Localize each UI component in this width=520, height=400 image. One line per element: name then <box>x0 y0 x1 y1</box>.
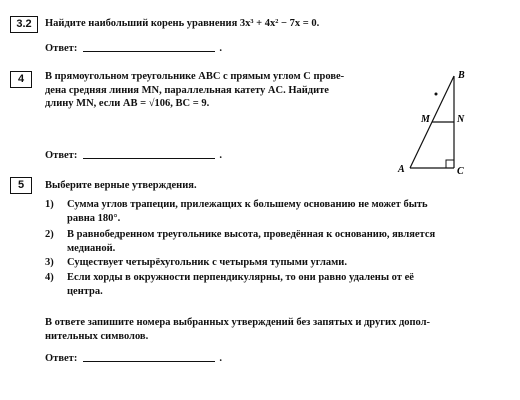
answer-label: Ответ: <box>45 43 78 54</box>
option-4: 4) Если хорды в окружности перпендикулярны, то они равно удалены от её центра. <box>45 272 414 297</box>
label-a: A <box>398 164 405 175</box>
question-number-4: 4 <box>10 71 32 88</box>
option-2: 2) В равнобедренном треугольнике высота, проведённая к основанию, является медианой. <box>45 229 436 254</box>
label-c: C <box>457 166 464 177</box>
answer-label: Ответ: <box>45 353 78 364</box>
label-n: N <box>457 114 465 125</box>
triangle-figure <box>390 64 480 180</box>
answer-row-5: Ответ: . <box>45 353 222 364</box>
answer-field[interactable] <box>83 41 215 52</box>
option-1: 1) Сумма углов трапеции, прилежащих к большему основанию не может быть равна 180°. <box>45 199 428 224</box>
answer-row-3-2: Ответ: . <box>45 43 222 54</box>
label-b: B <box>458 70 465 81</box>
question-5-note: В ответе запишите номера выбранных утверждений без запятых и других допол- нительных символов. <box>45 317 431 342</box>
option-3: 3) Существует четырёхугольник с четырьмя тупыми углами. <box>45 257 347 268</box>
question-number-5: 5 <box>10 177 32 194</box>
question-4-text: В прямоугольном треугольнике ABC с прямым углом C прове- дена средняя линия MN, параллельная катету AC. Найдите длину MN, если AB = √106, BC = 9. <box>45 71 345 109</box>
label-m: M <box>421 114 430 125</box>
question-3-2-text: Найдите наибольший корень уравнения 3x³ + 4x² − 7x = 0. <box>45 18 320 29</box>
answer-row-4: Ответ: . <box>45 150 222 161</box>
answer-field[interactable] <box>83 148 215 159</box>
question-5-title: Выберите верные утверждения. <box>45 180 197 191</box>
answer-field[interactable] <box>83 351 215 362</box>
answer-label: Ответ: <box>45 150 78 161</box>
question-number-3-2: 3.2 <box>10 16 38 33</box>
